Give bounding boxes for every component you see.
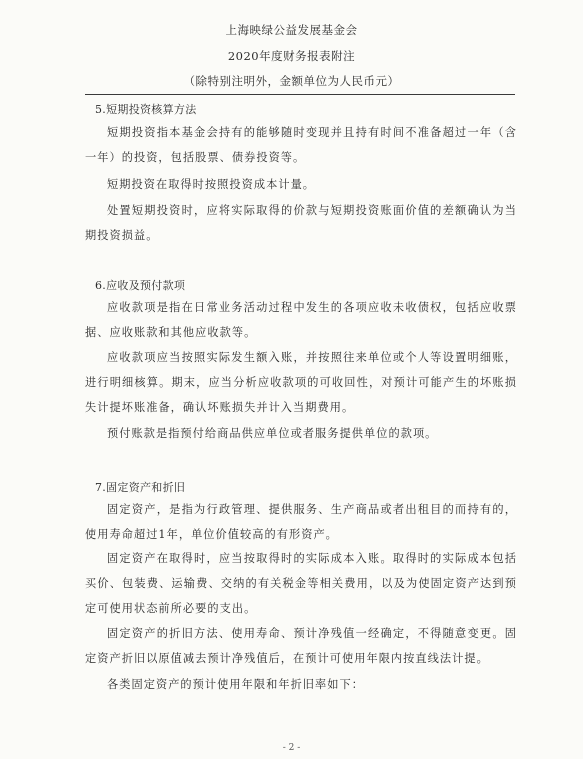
section-paragraph: 固定资产的折旧方法、使用寿命、预计净残值一经确定，不得随意变更。固定资产折旧以原值减去预计净残值后，在预计可使用年限内按直线法计提。 bbox=[85, 627, 517, 665]
page-number: - 2 - bbox=[282, 743, 301, 753]
section-heading: 6.应收及预付款项 bbox=[95, 279, 186, 292]
section-paragraph: 短期投资指本基金会持有的能够随时变现并且持有时间不准备超过一年（含一年）的投资，包括股票、债券投资等。 bbox=[85, 126, 517, 164]
organization-name: 上海映绿公益发展基金会 bbox=[225, 23, 358, 37]
section-heading: 7.固定资产和折旧 bbox=[95, 481, 186, 494]
report-title: 2020年度财务报表附注 bbox=[227, 49, 356, 63]
section-paragraph: 各类固定资产的预计使用年限和年折旧率如下： bbox=[107, 678, 364, 691]
section-paragraph: 固定资产在取得时，应当按取得时的实际成本入账。取得时的实际成本包括买价、包装费、运输费、交纳的有关税金等相关费用，以及为使固定资产达到预定可使用状态前所必要的支出。 bbox=[85, 552, 517, 615]
section-paragraph: 短期投资在取得时按照投资成本计量。 bbox=[107, 178, 316, 191]
section-paragraph: 处置短期投资时，应将实际取得的价款与短期投资账面价值的差额确认为当期投资损益。 bbox=[85, 204, 517, 242]
section-paragraph: 固定资产，是指为行政管理、提供服务、生产商品或者出租目的而持有的，使用寿命超过1年，单位价值较高的有形资产。 bbox=[85, 503, 517, 541]
section-paragraph: 应收款项应当按照实际发生额入账，并按照往来单位或个人等设置明细账，进行明细核算。期末，应当分析应收款项的可收回性，对预计可能产生的坏账损失计提坏账准备，确认坏账损失并计入当期费用。 bbox=[85, 351, 517, 414]
header-rule bbox=[85, 94, 515, 95]
currency-note: （除特别注明外，金额单位为人民币元） bbox=[183, 74, 400, 88]
section-paragraph: 预付账款是指预付给商品供应单位或者服务提供单位的款项。 bbox=[107, 427, 438, 440]
section-heading: 5.短期投资核算方法 bbox=[95, 103, 197, 116]
section-paragraph: 应收款项是指在日常业务活动过程中发生的各项应收未收债权，包括应收票据、应收账款和其他应收款等。 bbox=[85, 301, 517, 339]
